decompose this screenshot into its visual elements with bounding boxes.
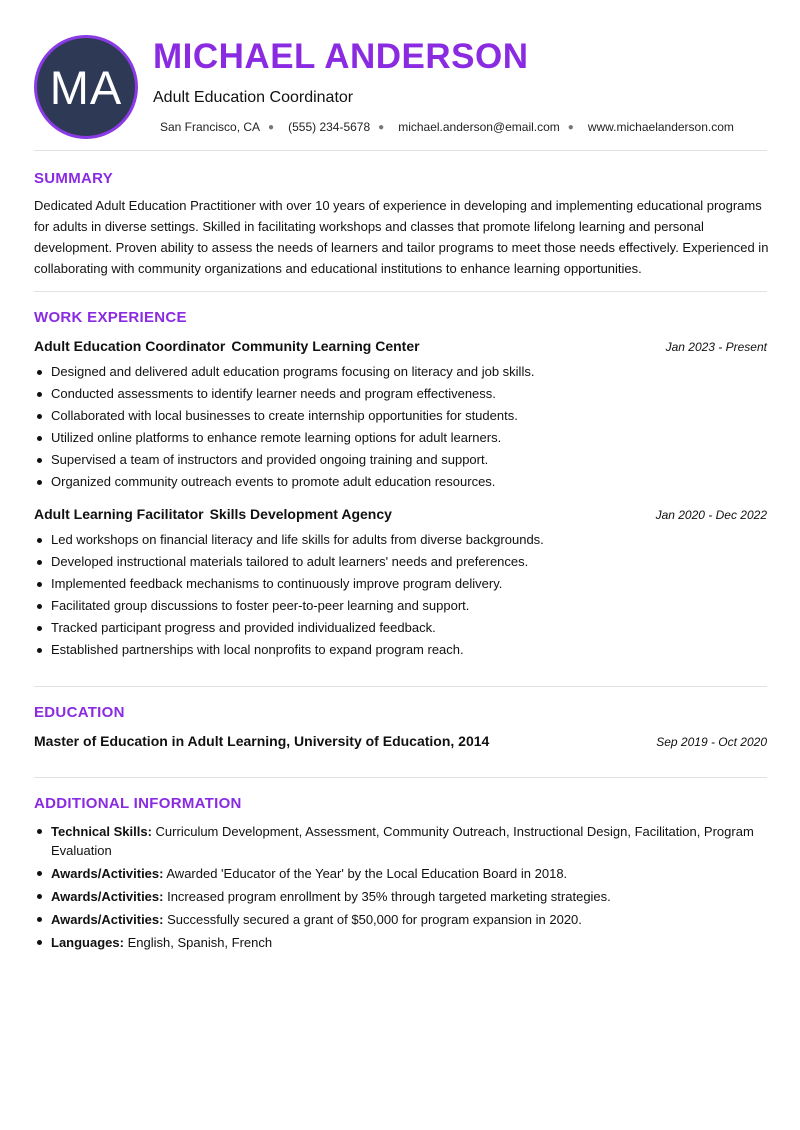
additional-list [34, 822, 769, 956]
list-item: Designed and delivered adult education programs focusing on literacy and job skills. [34, 361, 769, 383]
divider [34, 150, 767, 151]
job-company: Community Learning Center [231, 338, 420, 354]
contact-phone[interactable]: (555) 234-5678 [288, 120, 371, 134]
contact-location: San Francisco, CA [160, 120, 261, 134]
list-item [34, 910, 769, 929]
job-role [34, 506, 392, 522]
divider [34, 291, 767, 292]
contact-website[interactable]: www.michaelanderson.com [587, 120, 734, 134]
info-label: Languages: [51, 935, 124, 950]
candidate-name: MICHAEL ANDERSON [153, 37, 529, 76]
list-item: Collaborated with local businesses to create internship opportunities for students. [34, 405, 769, 427]
info-label: Awards/Activities: [51, 889, 164, 904]
summary-heading: SUMMARY [34, 170, 114, 187]
list-item: Implemented feedback mechanisms to continuously improve program delivery. [34, 573, 769, 595]
contact-email[interactable]: michael.anderson@email.com [398, 120, 560, 134]
list-item [34, 933, 769, 952]
job-bullets [34, 529, 769, 661]
avatar-initials: MA [49, 60, 123, 114]
experience-heading: WORK EXPERIENCE [34, 309, 187, 326]
list-item: Tracked participant progress and provided individualized feedback. [34, 617, 769, 639]
education-degree: Master of Education in Adult Learning, University of Education, 2014 [34, 733, 490, 749]
info-label: Awards/Activities: [51, 912, 164, 927]
info-label: Awards/Activities: [51, 866, 164, 881]
list-item: Supervised a team of instructors and provided ongoing training and support. [34, 449, 769, 471]
info-value: Successfully secured a grant of $50,000 for program expansion in 2020. [167, 912, 582, 927]
info-value: English, Spanish, French [127, 935, 273, 950]
list-item [34, 822, 769, 860]
info-value: Awarded 'Educator of the Year' by the Local Education Board in 2018. [166, 866, 568, 881]
list-item [34, 887, 769, 906]
job-header [34, 506, 767, 522]
list-item: Established partnerships with local nonprofits to expand program reach. [34, 639, 769, 661]
info-value: Curriculum Development, Assessment, Community Outreach, Instructional Design, Facilitation, Program Evaluation [51, 824, 754, 858]
list-item: Facilitated group discussions to foster peer-to-peer learning and support. [34, 595, 769, 617]
info-value: Increased program enrollment by 35% through targeted marketing strategies. [167, 889, 611, 904]
list-item: Conducted assessments to identify learner needs and program effectiveness. [34, 383, 769, 405]
separator-dot-icon: ● [567, 121, 574, 133]
job-role [34, 338, 420, 354]
info-label: Technical Skills: [51, 824, 152, 839]
list-item: Utilized online platforms to enhance remote learning options for adult learners. [34, 427, 769, 449]
separator-dot-icon: ● [268, 121, 275, 133]
candidate-title: Adult Education Coordinator [153, 89, 354, 106]
list-item: Led workshops on financial literacy and life skills for adults from diverse backgrounds. [34, 529, 769, 551]
list-item: Organized community outreach events to promote adult education resources. [34, 471, 769, 493]
job-company: Skills Development Agency [209, 506, 392, 522]
job-dates: Jan 2023 - Present [665, 340, 767, 354]
summary-text: Dedicated Adult Education Practitioner with over 10 years of experience in developing and implementing educational programs for adults in diverse settings. Skilled in facilitating workshops and classes that promote lifelong learning and personal development. Proven ability to assess the needs of learners and tailor programs to meet those needs effectively. Experienced in collaborating with community organizations and educational institutions to enhance learning opportunities. [34, 198, 769, 276]
list-item [34, 864, 769, 883]
divider [34, 686, 767, 687]
education-entry [34, 733, 767, 749]
job-dates: Jan 2020 - Dec 2022 [655, 508, 767, 522]
additional-heading: ADDITIONAL INFORMATION [34, 795, 242, 812]
list-item: Developed instructional materials tailored to adult learners' needs and preferences. [34, 551, 769, 573]
job-title: Adult Education Coordinator [34, 338, 226, 354]
education-heading: EDUCATION [34, 704, 125, 721]
divider [34, 777, 767, 778]
separator-dot-icon: ● [378, 121, 385, 133]
job-header [34, 338, 767, 354]
education-dates: Sep 2019 - Oct 2020 [656, 735, 767, 749]
job-bullets [34, 361, 769, 493]
contact-bar [160, 120, 734, 134]
job-title: Adult Learning Facilitator [34, 506, 204, 522]
avatar [34, 35, 138, 139]
